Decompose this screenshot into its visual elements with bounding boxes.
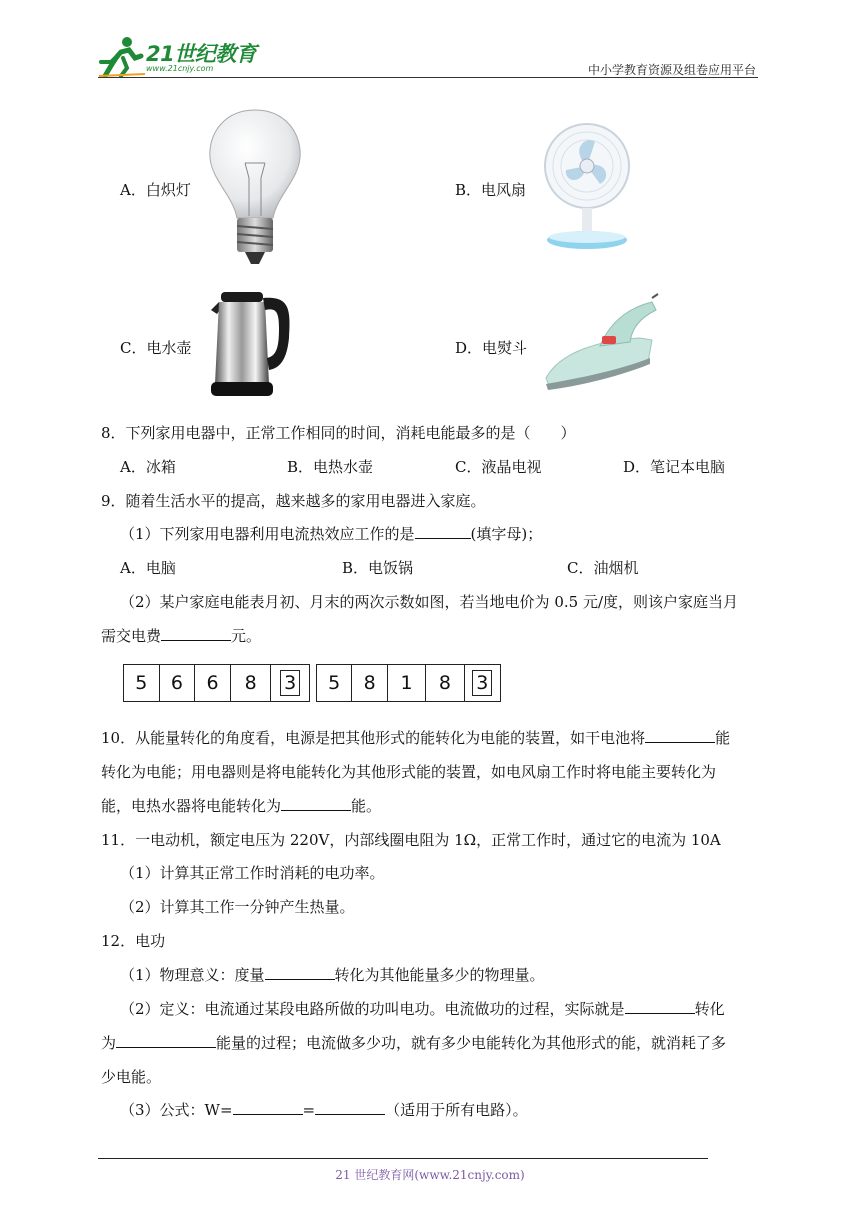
q10-line3-suffix: 能。 (351, 797, 382, 815)
q12-part2-line2 (101, 1032, 726, 1053)
option-b-label: B．电风扇 (455, 181, 527, 199)
meter-decimal-value: 3 (472, 670, 492, 696)
q12-part1-suffix: 转化为其他能量多少的物理量。 (334, 966, 545, 984)
runner-logo-icon (97, 36, 147, 78)
meter-digit: 6 (195, 665, 231, 701)
meter-digit: 8 (352, 665, 387, 701)
q12-part2-line1 (120, 998, 725, 1019)
q9-part1-text: （1）下列家用电器利用电流热效应工作的是 (120, 525, 415, 543)
meter-decimal-digit (271, 665, 309, 701)
q10-line1-text: 10．从能量转化的角度看，电源是把其他形式的能转化为电能的装置，如干电池将 (101, 729, 646, 747)
footer-divider (98, 1158, 708, 1159)
q12-part1 (120, 964, 545, 985)
meter-digit: 1 (388, 665, 426, 701)
q10-line1-suffix: 能 (715, 729, 731, 747)
meter-decimal-digit (465, 665, 500, 701)
meter-decimal-value: 3 (280, 670, 300, 696)
q9-part2-suffix: 元。 (231, 627, 262, 645)
q12-part2-line2-prefix: 为 (101, 1034, 117, 1052)
meter-digit: 8 (426, 665, 464, 701)
q9-part2-text: 需交电费 (101, 627, 162, 645)
q12-part2-line2-text: 能量的过程；电流做多少功，就有多少电能转化为其他形式的能，就消耗了多 (216, 1034, 727, 1052)
q10-line3-text: 能，电热水器将电能转化为 (101, 797, 282, 815)
q8-option-d: D．笔记本电脑 (623, 458, 726, 476)
q12-part1-text: （1）物理意义：度量 (120, 966, 265, 984)
q12-blank-5[interactable] (315, 1100, 385, 1115)
q9-stem: 9．随着生活水平的提高，越来越多的家用电器进入家庭。 (101, 492, 486, 510)
q11-part2: （2）计算其工作一分钟产生热量。 (120, 898, 355, 916)
option-d-label: D．电熨斗 (455, 339, 528, 357)
brand-name: 21世纪教育 (146, 42, 257, 66)
q12-blank-4[interactable] (233, 1100, 303, 1115)
electric-iron-icon (540, 292, 660, 392)
platform-title: 中小学教育资源及组卷应用平台 (587, 63, 756, 77)
q8-option-c: C．液晶电视 (455, 458, 542, 476)
footer-text: 21 世纪教育网(www.21cnjy.com) (335, 1168, 525, 1182)
meter-digit: 6 (160, 665, 196, 701)
q12-part3-suffix: （适用于所有电路）。 (385, 1101, 528, 1119)
q10-line3 (101, 795, 381, 816)
incandescent-bulb-icon (205, 108, 305, 273)
q12-blank-1[interactable] (265, 965, 335, 980)
q10-blank-1[interactable] (645, 728, 715, 743)
q9-option-a: A．电脑 (120, 559, 176, 577)
header-divider (98, 77, 758, 78)
q9-option-b: B．电饭锅 (342, 559, 414, 577)
meter-digit: 8 (231, 665, 272, 701)
q9-part2-line2 (101, 625, 261, 646)
meter-digit: 5 (317, 665, 352, 701)
q9-part1-suffix: (填字母)； (470, 525, 543, 543)
q8-option-b: B．电热水壶 (287, 458, 374, 476)
q12-part3 (120, 1099, 528, 1120)
q12-part3-equals: = (302, 1101, 316, 1119)
q12-stem: 12．电功 (101, 932, 166, 950)
meter-digit: 5 (124, 665, 160, 701)
q11-part1: （1）计算其正常工作时消耗的电功率。 (120, 864, 385, 882)
q12-part2-text: （2）定义：电流通过某段电路所做的功叫电功。电流做功的过程，实际就是 (120, 1000, 625, 1018)
q9-part2-line1: （2）某户家庭电能表月初、月末的两次示数如图，若当地电价为 0.5 元/度，则该户家庭当月 (120, 593, 738, 611)
q9-part1 (120, 523, 542, 544)
electric-fan-icon (540, 120, 635, 252)
q9-option-c: C．油烟机 (567, 559, 639, 577)
q10-line1 (101, 727, 730, 748)
meter-reading-end (316, 664, 501, 702)
q9-part1-blank[interactable] (415, 524, 471, 539)
option-c-label: C．电水壶 (120, 339, 192, 357)
q10-line2: 转化为电能；用电器则是将电能转化为其他形式能的装置，如电风扇工作时将电能主要转化为 (101, 763, 717, 781)
q9-part2-blank[interactable] (161, 626, 231, 641)
q12-part3-text: （3）公式：W= (120, 1101, 233, 1119)
q12-blank-2[interactable] (625, 999, 695, 1014)
q12-part2-suffix: 转化 (694, 1000, 725, 1018)
q8-stem: 8．下列家用电器中，正常工作相同的时间，消耗电能最多的是（ ） (101, 424, 576, 442)
q12-part2-line3: 少电能。 (101, 1068, 162, 1086)
q8-option-a: A．冰箱 (120, 458, 176, 476)
q12-blank-3[interactable] (116, 1033, 216, 1048)
option-a-label: A．白炽灯 (120, 181, 191, 199)
q10-blank-2[interactable] (281, 796, 351, 811)
meter-reading-start (123, 664, 310, 702)
q11-stem: 11．一电动机，额定电压为 220V，内部线圈电阻为 1Ω，正常工作时，通过它的电流为 10A (101, 831, 721, 849)
electric-kettle-icon (205, 288, 295, 403)
brand-url: www.21cnjy.com (146, 64, 214, 73)
